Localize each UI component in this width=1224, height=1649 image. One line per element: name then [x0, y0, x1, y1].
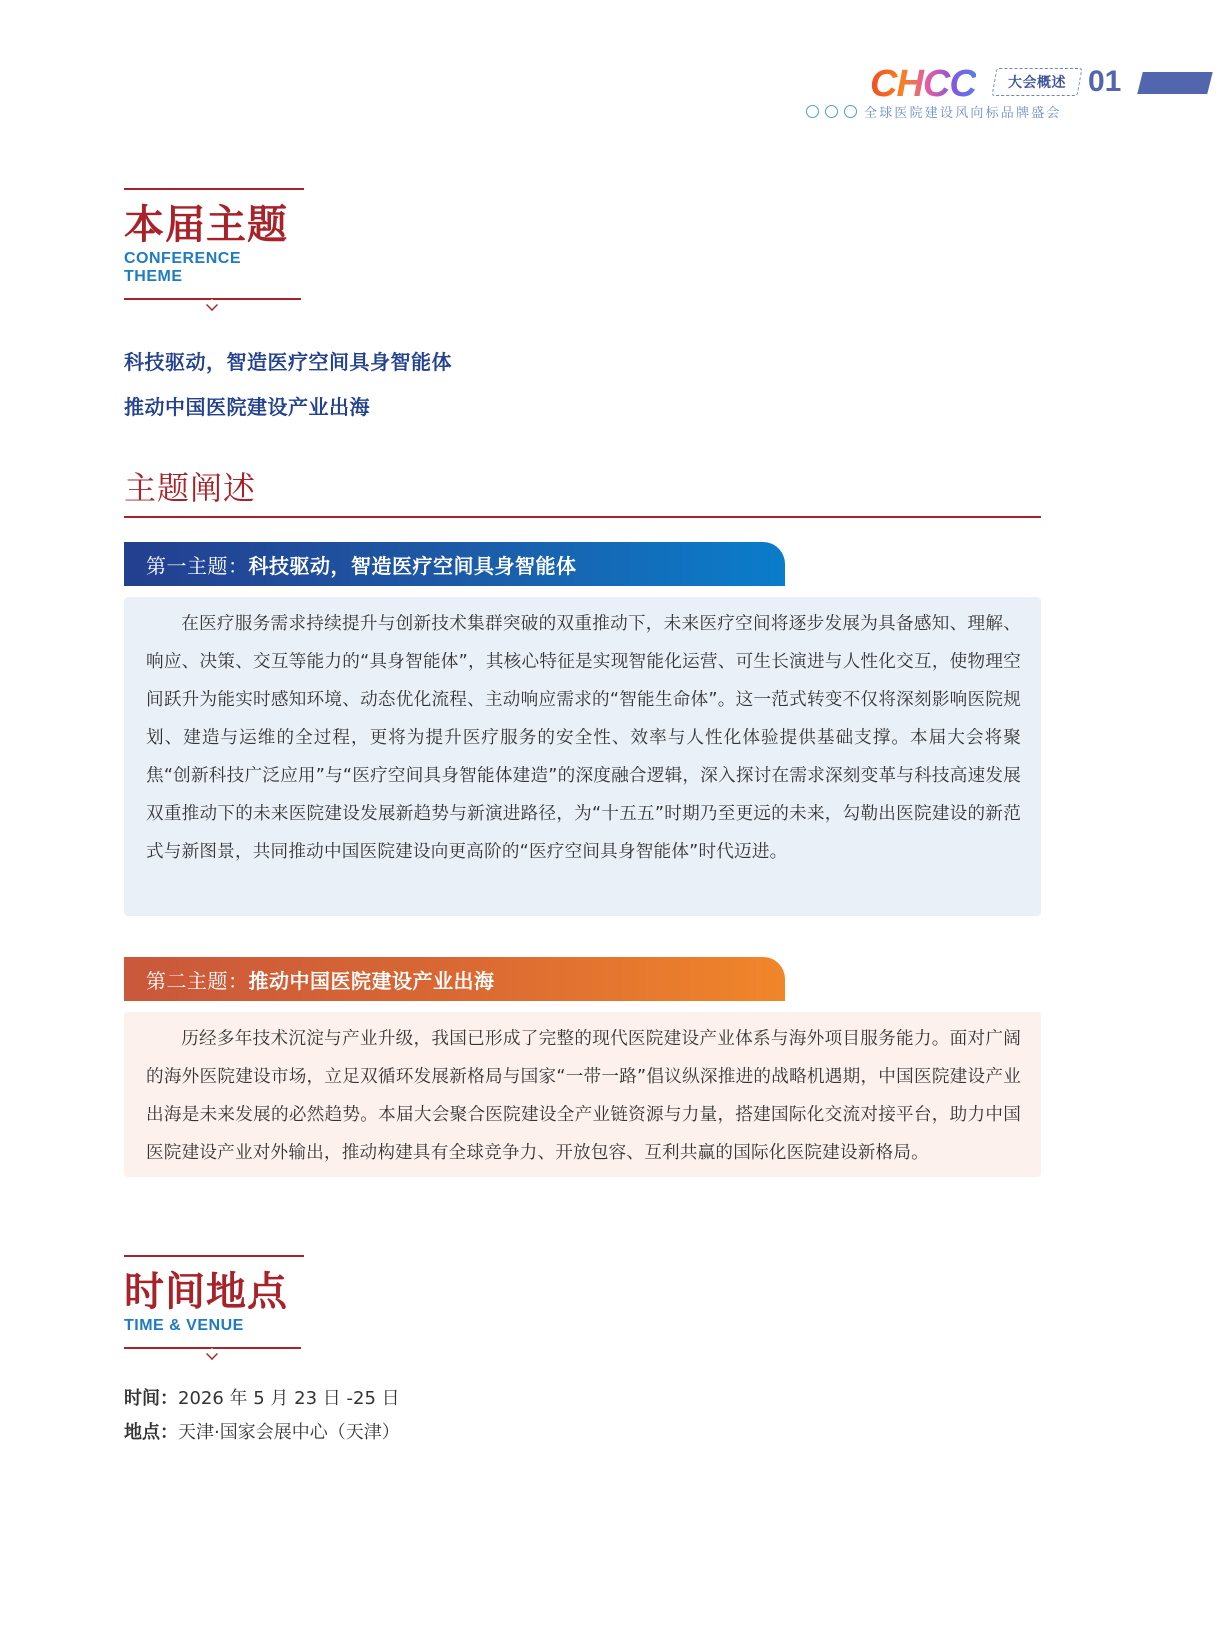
theme-line: 科技驱动，智造医疗空间具身智能体	[124, 350, 452, 374]
theme-2-body	[124, 1012, 1041, 1177]
paragraph: 历经多年技术沉淀与产业升级，我国已形成了完整的现代医院建设产业体系与海外项目服务能力。面对广阔的海外医院建设市场，立足双循环发展新格局与国家“一带一路”倡议纵深推进的战略机遇期，中国医院建设产业出海是未来发展的必然趋势。本届大会聚合医院建设全产业链资源与力量，搭建国际化交流对接平台，助力中国医院建设产业对外输出，推动构建具有全球竞争力、开放包容、互利共赢的国际化医院建设新格局。	[146, 1029, 1021, 1163]
time-venue-info	[124, 1382, 400, 1450]
theme-title: 推动中国医院建设产业出海	[248, 968, 495, 993]
theme-label: 第二主题：	[146, 968, 249, 993]
theme-1-header	[124, 542, 785, 586]
paragraph: 在医疗服务需求持续提升与创新技术集群突破的双重推动下，未来医疗空间将逐步发展为具备感知、理解、响应、决策、交互等能力的“具身智能体”，其核心特征是实现智能化运营、可生长演进与人性化交互，使物理空间跃升为能实时感知环境、动态优化流程、主动响应需求的“智能生命体”。这一范式转变不仅将深刻影响医院规划、建造与运维的全过程，更将为提升医疗服务的安全性、效率与人性化体验提供基础支撑。本届大会将聚焦“创新科技广泛应用”与“医疗空间具身智能体建造”的深度融合逻辑，深入探讨在需求深刻变革与科技高速发展双重推动下的未来医院建设发展新趋势与新演进路径，为“十五五”时期乃至更远的未来，勾勒出医院建设的新范式与新图景，共同推动中国医院建设向更高阶的“医疗空间具身智能体”时代迈进。	[146, 614, 1021, 862]
circle-icon	[844, 105, 857, 118]
time-label: 时间：	[124, 1388, 178, 1409]
section-title-cn: 本届主题	[124, 202, 288, 248]
tagline-text: 全球医院建设风向标品牌盛会	[864, 106, 1062, 121]
theme-1-body	[124, 597, 1041, 916]
venue-label: 地点：	[124, 1422, 178, 1443]
conference-theme-title	[124, 188, 304, 300]
theme-elaboration-heading	[124, 466, 1041, 518]
circle-icon	[825, 105, 838, 118]
section-title-cn: 时间地点	[124, 1269, 288, 1315]
section-tag-label: 大会概述	[1008, 75, 1066, 91]
venue-value: 天津·国家会展中心（天津）	[178, 1422, 400, 1443]
theme-label: 第一主题：	[146, 553, 249, 578]
divider-with-notch	[124, 298, 301, 300]
chcc-logo: CHCC	[870, 63, 976, 105]
theme-title: 科技驱动，智造医疗空间具身智能体	[248, 553, 577, 578]
page-header	[764, 62, 1224, 132]
time-value: 2026 年 5 月 23 日 -25 日	[178, 1388, 400, 1409]
page-number: 01	[1088, 65, 1122, 98]
tagline	[806, 102, 1062, 121]
subsection-title: 主题阐述	[124, 469, 257, 507]
section-title-en: CONFERENCE	[124, 250, 242, 267]
time-venue-title	[124, 1255, 304, 1349]
section-tag	[992, 68, 1083, 96]
divider	[124, 516, 1041, 518]
theme-line: 推动中国医院建设产业出海	[124, 395, 370, 419]
section-title-en: THEME	[124, 268, 183, 285]
theme-statement	[124, 340, 452, 430]
theme-2-header	[124, 957, 785, 1001]
divider	[124, 1255, 304, 1257]
venue-row	[124, 1416, 400, 1450]
divider-with-notch	[124, 1347, 301, 1349]
time-row	[124, 1382, 400, 1416]
section-title-en: TIME & VENUE	[124, 1317, 244, 1334]
divider	[124, 188, 304, 190]
circle-icon	[806, 105, 819, 118]
page-accent-bar	[1137, 72, 1212, 94]
